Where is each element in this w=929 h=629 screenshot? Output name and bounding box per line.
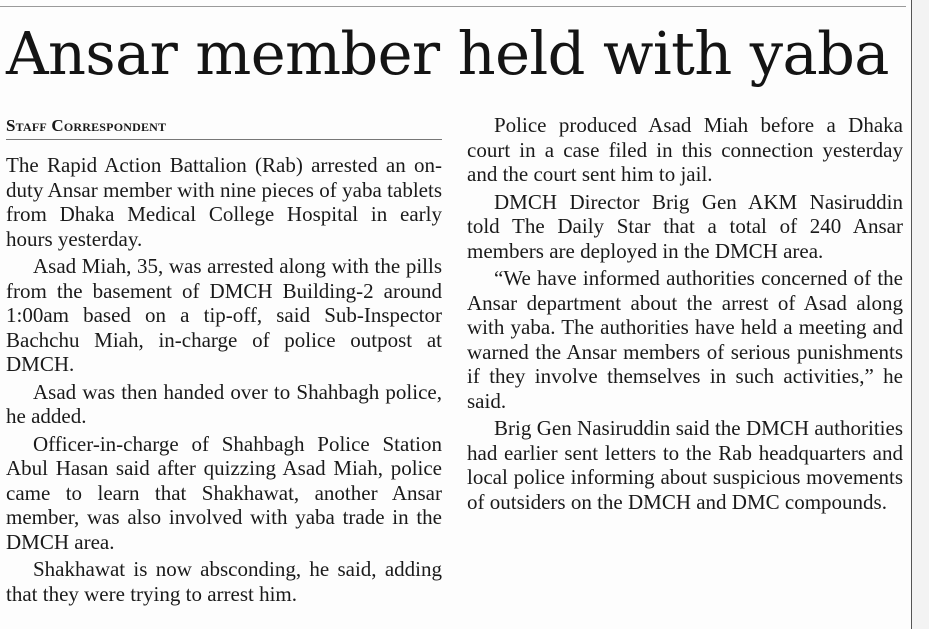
article-paragraph: The Rapid Action Battalion (Rab) arrested an on-duty Ansar member with nine pieces of yaba tablets from Dhaka Medical College Hospital in early hours yesterday.: [6, 153, 442, 251]
article-paragraph: “We have informed authorities concerned of the Ansar department about the arrest of Asad along with yaba. The authorities have held a meeting and warned the Ansar members of serious punishments if they involve themselves in such activities,” he said.: [467, 266, 903, 413]
article-column-left: [6, 153, 442, 609]
article-paragraph: Asad Miah, 35, was arrested along with the pills from the basement of DMCH Building-2 around 1:00am based on a tip-off, said Sub-Inspector Bachchu Miah, in-charge of police outpost at DMCH.: [6, 254, 442, 376]
article-paragraph: Shakhawat is now absconding, he said, adding that they were trying to arrest him.: [6, 557, 442, 606]
article-paragraph: Brig Gen Nasiruddin said the DMCH authorities had earlier sent letters to the Rab headquarters and local police informing about suspicious movements of outsiders on the DMCH and DMC compounds.: [467, 416, 903, 514]
byline-rule: [6, 139, 442, 140]
article-paragraph: Asad was then handed over to Shahbagh police, he added.: [6, 379, 442, 428]
article-paragraph: Officer-in-charge of Shahbagh Police Station Abul Hasan said after quizzing Asad Miah, police came to learn that Shakhawat, another Ansar member, was also involved with yaba trade in the DMCH area.: [6, 431, 442, 554]
article-paragraph: DMCH Director Brig Gen AKM Nasiruddin told The Daily Star that a total of 240 Ansar members are deployed in the DMCH area.: [467, 189, 903, 263]
page-margin-strip: [912, 0, 929, 629]
article-paragraph: Police produced Asad Miah before a Dhaka court in a case filed in this connection yesterday and the court sent him to jail.: [467, 113, 903, 186]
article-byline: Staff Correspondent: [6, 116, 167, 135]
article-column-right: [467, 113, 903, 517]
article-headline: Ansar member held with yaba: [6, 19, 889, 88]
top-rule: [0, 0, 906, 7]
